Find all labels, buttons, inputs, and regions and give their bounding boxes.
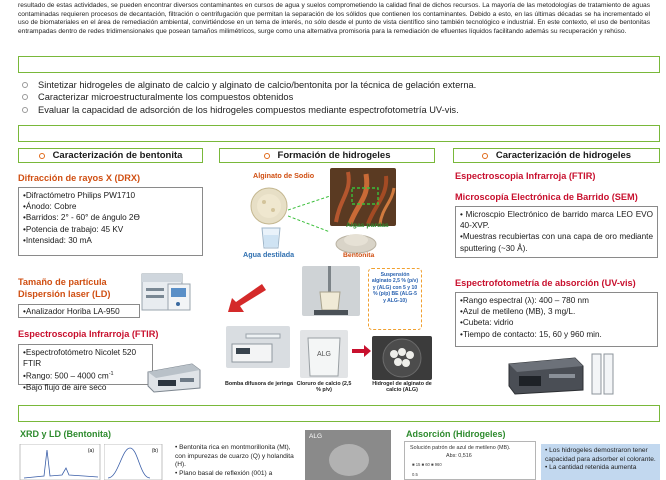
heading-hydrogel-characterization	[453, 148, 660, 163]
heading-text: Caracterización de bentonita	[52, 150, 183, 161]
heading-text: Formación de hidrogeles	[277, 150, 391, 161]
hydrogel-caption: Hidrogel de alginato de calcio (ALG)	[372, 381, 432, 394]
drx-item: •Intensidad: 30 mA	[23, 235, 92, 245]
bullet-ring-icon	[22, 107, 28, 113]
heading-ring-icon	[482, 153, 488, 159]
sem-bead-shape	[329, 444, 369, 476]
connector-lines	[288, 196, 336, 236]
syringe-pump-image	[226, 326, 290, 368]
note-line: • La cantidad retenida aumenta	[545, 464, 637, 472]
objectives-header-bar	[18, 56, 660, 73]
xrd-bullet: • Plano basal de reflexión (001) a	[175, 469, 273, 477]
ld-box	[18, 304, 140, 318]
heading-ring-icon	[264, 153, 270, 159]
sem-alg-label: ALG	[309, 433, 323, 440]
red-arrow-icon	[226, 280, 270, 316]
sem-box	[455, 206, 658, 258]
arrow-right-icon	[352, 344, 372, 358]
drx-box	[18, 187, 203, 256]
heading-hydrogel-formation	[219, 148, 435, 163]
ld-title-2: Dispersión laser (LD)	[18, 289, 111, 299]
heading-bentonite	[18, 148, 203, 163]
adsorption-y-tick: 0.5	[412, 472, 418, 477]
objective-text: Caracterizar microestructuralmente los compuestos obtenidos	[38, 92, 294, 103]
adsorption-abs: Abs: 0,516	[446, 453, 472, 459]
uv-item: •Cubeta: vidrio	[460, 318, 514, 328]
uv-box	[455, 292, 658, 347]
beaker-label-text: ALG	[316, 351, 332, 358]
objective-text: Evaluar la capacidad de adsorción de los hidrogeles compuestos mediante espectrofotometría UV-vis.	[38, 104, 459, 115]
brown-algae-image	[330, 168, 396, 226]
ftir-title-left: Espectroscopia Infrarroja (FTIR)	[18, 329, 159, 339]
intro-paragraph: resultado de estas actividades, se pueden encontrar diversos contaminantes en cursos de agua y suelos comprometiendo la calidad final de dichos recursos. La mayoría de las metodologías de tratamiento de aguas contaminadas requieren procesos de decantación, filtración o centrifugación que permitan la separación de los sólidos que contienen los contaminantes. Debido a esto, en las últimas décadas se ha incrementado el uso de biomateriales en el área de remediación ambiental, convirtiéndose en un tema de interés, no sólo desde el punto de vista científico sino también tecnológico e industrial. En este contexto, el uso de bentonitas entrampadas dentro de redes tridimensionales que posean tamaños milimétricos, surge como una alternativa promisoria para la remediación de efluentes líquidos facilitando además su recuperación y rehúso.	[18, 2, 650, 35]
uv-spectrophotometer-image	[505, 350, 587, 396]
ftir-item: •Espectrofotómetro Nicolet 520 FTIR	[23, 348, 136, 369]
objective-item	[18, 104, 658, 116]
objectives-list	[18, 79, 658, 116]
ftir-title-right: Espectroscopia Infrarroja (FTIR)	[455, 171, 596, 181]
ld-panel-b-label: (b)	[151, 448, 158, 454]
methods-header-bar	[18, 125, 660, 142]
ftir-item: •Rango: 500 – 4000 $cm^{-1}$	[23, 371, 114, 382]
ftir-spectrometer-image	[146, 358, 202, 394]
adsorption-subtitle: Solución patrón de azul de metileno (MB).	[410, 445, 511, 451]
heading-ring-icon	[39, 153, 45, 159]
sem-item: • Microscpio Electrónico de barrido marca LEO EVO 40-XVP.	[460, 210, 653, 231]
bullet-ring-icon	[22, 94, 28, 100]
alginate-powder-image	[250, 183, 288, 229]
objective-item	[18, 79, 658, 91]
ld-plot	[104, 444, 164, 480]
conclusion-note	[541, 444, 660, 480]
bentonite-image	[334, 226, 378, 254]
ftir-box-left	[18, 344, 153, 393]
objective-text: Sintetizar hidrogeles de alginato de calcio y alginato de calcio/bentonita por la técnica de gelación externa.	[38, 80, 477, 90]
sem-title: Microscopía Electrónica de Barrido (SEM)	[455, 192, 638, 202]
calcium-chloride-caption: Cloruro de calcio (2,5 % p/v)	[296, 381, 352, 394]
results-header-bar	[18, 405, 660, 422]
distilled-water-label: Agua destilada	[243, 250, 295, 259]
note-line: • Los hidrogeles demostraron tener capacidad para adsorber el colorante.	[545, 447, 656, 463]
sem-item: •Muestras recubiertas con una capa de oro mediante sputtering (~30 Å).	[460, 232, 653, 253]
drx-item: •Ánodo: Cobre	[23, 202, 77, 212]
heading-text: Caracterización de hidrogeles	[495, 150, 632, 161]
uv-title: Espectrofotometría de absorción (UV-vis)	[455, 278, 636, 288]
xrd-panel-a-label: (a)	[87, 448, 94, 454]
ld-title-1: Tamaño de partícula	[18, 277, 107, 287]
bullet-ring-icon	[22, 82, 28, 88]
mixing-setup-image	[302, 266, 360, 316]
water-beaker-image	[258, 226, 284, 250]
adsorption-title: Adsorción (Hidrogeles)	[406, 429, 506, 439]
sodium-alginate-label: Alginato de Sodio	[253, 171, 315, 180]
sem-micrograph-image	[305, 430, 391, 480]
xrd-ld-title: XRD y LD (Bentonita)	[20, 429, 111, 439]
uv-item: •Tiempo de contacto: 15, 60 y 960 min.	[460, 329, 602, 339]
calcium-chloride-image	[300, 330, 348, 378]
uv-item: •Azul de metileno (MB), 3 mg/L.	[460, 307, 576, 317]
hydrogel-beads-image	[372, 336, 432, 380]
suspension-box: Suspensión alginato 2,5 % (p/v) y (ALG) con 5 y 10 % (p/p) BE (ALG-5 y ALG-10)	[368, 268, 422, 330]
uv-item: •Rango espectral (λ): 400 – 780 nm	[460, 296, 589, 305]
laser-analyzer-image	[138, 268, 196, 314]
ftir-item: •Bajo flujo de aire seco	[23, 383, 107, 393]
drx-item: •Difractómetro Philips PW1710	[23, 191, 136, 200]
drx-title: Difracción de rayos X (DRX)	[18, 173, 141, 183]
objective-item	[18, 91, 658, 103]
ld-item: •Analizador Horiba LA-950	[23, 307, 120, 316]
drx-item: •Potencia de trabajo: 45 KV	[23, 224, 124, 234]
adsorption-legend: ■ 15 ■ 60 ■ 960	[412, 462, 442, 467]
brown-algae-label: Algas pardas	[346, 222, 389, 229]
xrd-bullet: • Bentonita rica en montmorillonita (Mt), con impurezas de cuarzo (Q) y holandita (H).	[175, 444, 294, 469]
drx-item: •Barridos: 2° - 60° de ángulo 2ϴ	[23, 213, 140, 223]
syringe-pump-caption: Bomba difusora de jeringa	[225, 381, 293, 387]
cuvettes-image	[590, 350, 616, 396]
xrd-plot	[14, 444, 102, 480]
xrd-bullets	[175, 444, 295, 478]
bentonite-label: Bentonita	[343, 252, 375, 259]
adsorption-chart-frame	[404, 441, 536, 480]
ftir-unit-sup: -1	[108, 371, 114, 378]
